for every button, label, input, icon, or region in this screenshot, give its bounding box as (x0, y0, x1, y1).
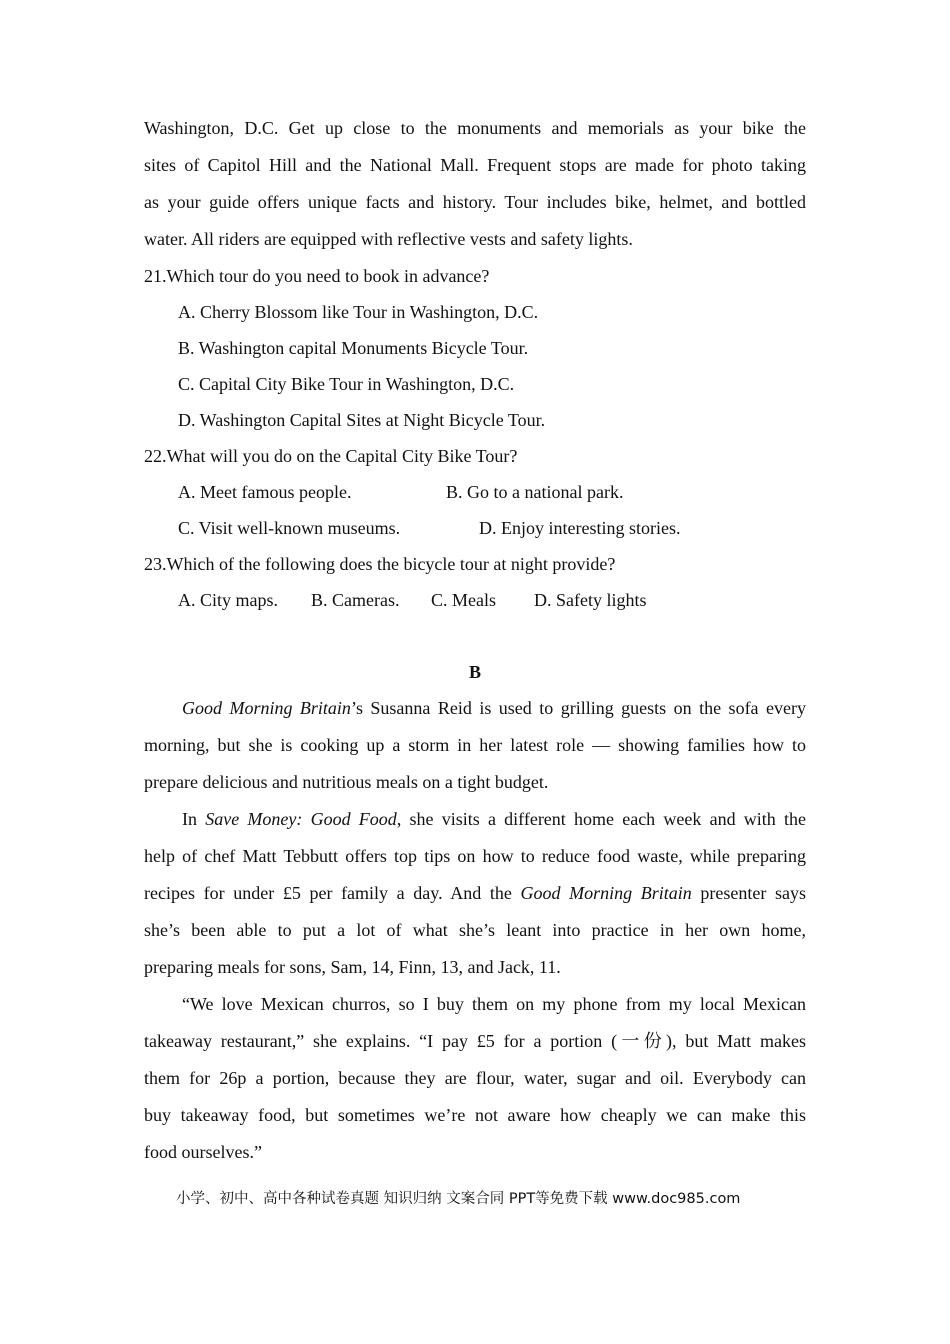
answer-option-a: A. Meet famous people. (178, 482, 352, 502)
options-row (144, 510, 806, 546)
answer-option-b: B. Washington capital Monuments Bicycle Tour. (178, 338, 529, 358)
answer-option-d: D. Safety lights (534, 590, 647, 610)
passage-a-ending (144, 110, 806, 258)
question-22 (144, 438, 806, 546)
show-title: Good Morning Britain (182, 698, 351, 718)
paragraph-1 (144, 690, 806, 801)
paragraph-line: water. All riders are equipped with reflective vests and safety lights. (144, 229, 633, 249)
paragraph-line: food ourselves.” (144, 1142, 262, 1162)
show-title: Save Money: Good Food (205, 809, 397, 829)
document-page (144, 110, 806, 1171)
text-run: presenter says (691, 883, 806, 903)
paragraph-line: she’s been able to put a lot of what she’s leant into practice in her own home, (144, 920, 806, 940)
answer-option-d: D. Enjoy interesting stories. (479, 518, 681, 538)
paragraph-line: as your guide offers unique facts and history. Tour includes bike, helmet, and bottled (144, 192, 806, 212)
paragraph-line: sites of Capitol Hill and the National Mall. Frequent stops are made for photo taking (144, 155, 806, 175)
paragraph-line: buy takeaway food, but sometimes we’re not aware how cheaply we can make this (144, 1105, 806, 1125)
paragraph-2 (144, 801, 806, 986)
answer-option-c: C. Capital City Bike Tour in Washington, D.C. (178, 374, 515, 394)
section-heading: B (468, 662, 481, 682)
paragraph-3 (144, 986, 806, 1171)
text-run: recipes for under £5 per family a day. And the (144, 883, 521, 903)
paragraph-line: morning, but she is cooking up a storm in her latest role — showing families how to (144, 735, 806, 755)
paragraph-line (144, 690, 806, 727)
paragraph-line: takeaway restaurant,” she explains. “I pay £5 for a portion (一份), but Matt makes (144, 1031, 806, 1051)
page-footer: 小学、初中、高中各种试卷真题 知识归纳 文案合同 PPT等免费下载 www.doc985.com (176, 1191, 741, 1207)
paragraph-line (144, 875, 806, 912)
paragraph-line: “We love Mexican churros, so I buy them on my phone from my local Mexican (182, 994, 806, 1014)
answer-option-a: A. City maps. (178, 590, 279, 610)
text-run: ’s Susanna Reid is used to grilling guests on the sofa every (350, 698, 806, 718)
text-run: , she visits a different home each week and with the (396, 809, 806, 829)
answer-option-d: D. Washington Capital Sites at Night Bicycle Tour. (178, 410, 546, 430)
question-stem: 21.Which tour do you need to book in advance? (144, 266, 490, 286)
question-23 (144, 546, 806, 618)
paragraph-line: them for 26p a portion, because they are flour, water, sugar and oil. Everybody can (144, 1068, 806, 1088)
question-stem: 23.Which of the following does the bicycle tour at night provide? (144, 554, 616, 574)
text-run: In (182, 809, 206, 829)
answer-option-c: C. Meals (431, 590, 496, 610)
paragraph-line: help of chef Matt Tebbutt offers top tips on how to reduce food waste, while preparing (144, 846, 806, 866)
show-title: Good Morning Britain (520, 883, 692, 903)
answer-option-b: B. Cameras. (311, 590, 400, 610)
paragraph-line: preparing meals for sons, Sam, 14, Finn, 13, and Jack, 11. (144, 957, 561, 977)
answer-option-a: A. Cherry Blossom like Tour in Washington, D.C. (178, 302, 539, 322)
question-stem: 22.What will you do on the Capital City Bike Tour? (144, 446, 518, 466)
options-row (144, 474, 806, 510)
paragraph-line (144, 801, 806, 838)
paragraph-line: prepare delicious and nutritious meals on a tight budget. (144, 772, 549, 792)
options-row (144, 582, 806, 618)
answer-option-c: C. Visit well-known museums. (178, 518, 401, 538)
answer-option-b: B. Go to a national park. (446, 482, 624, 502)
question-21 (144, 258, 806, 438)
paragraph-line: Washington, D.C. Get up close to the monuments and memorials as your bike the (144, 118, 806, 138)
